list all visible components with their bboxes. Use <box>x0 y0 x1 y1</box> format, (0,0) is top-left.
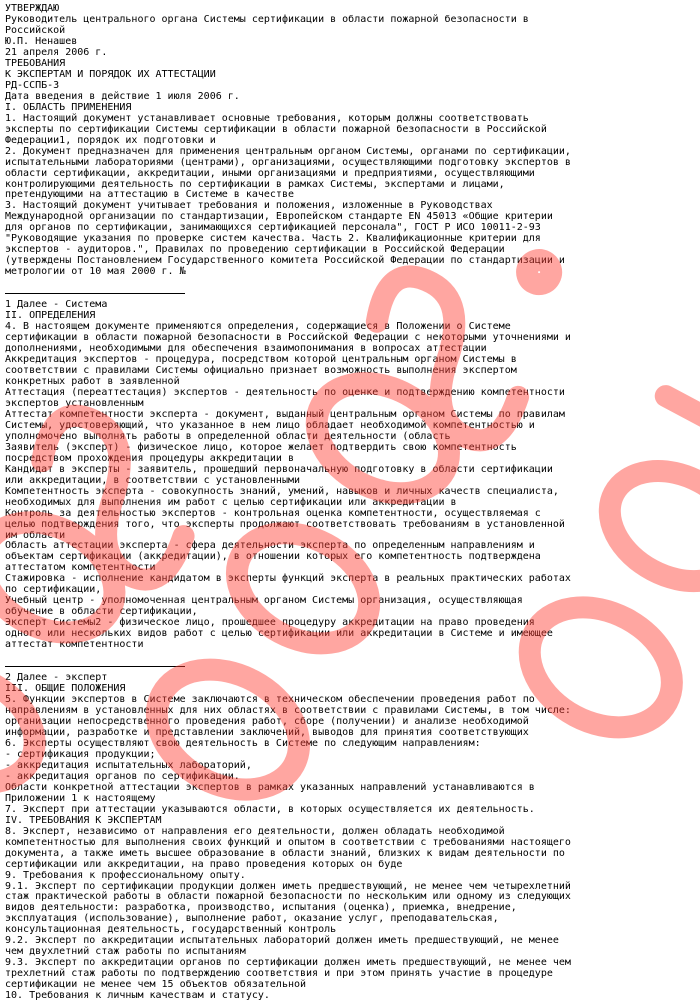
document-line: 10. Требования к личным качествам и статусу. <box>5 990 270 1001</box>
document-line: экспертов установленным <box>5 397 144 409</box>
document-line: одного или нескольких видов работ с целью сертификации или аккредитации в Системе и имеющее <box>5 628 553 640</box>
document-line: эксперты по сертификации Системы сертификации в области пожарной безопасности в Российской <box>5 123 547 135</box>
document-line: им области <box>5 529 66 541</box>
document-line: - аккредитация органов по сертификации. <box>5 770 240 782</box>
document-line: испытательными лабораториями (центрами), организациями, осуществляющими подготовку экспертов в <box>5 156 571 168</box>
document-line: Приложении 1 к настоящему <box>5 792 156 804</box>
document-line: 9. Требования к профессиональному опыту. <box>5 869 246 881</box>
document-line: Ю.П. Ненашев <box>5 35 78 47</box>
document-line: I. ОБЛАСТЬ ПРИМЕНЕНИЯ <box>5 101 132 113</box>
document-line: обучение в области сертификации, <box>5 606 198 618</box>
document-line: уполномочено выполнять работы в определенной области деятельности (область <box>5 430 451 442</box>
document-body <box>5 3 695 1001</box>
document-line: трехлетний стаж работы по подтверждению соответствия и при этом принять участие в процедуре <box>5 968 553 980</box>
document-line: Заявитель (эксперт) - физическое лицо, которое желает подтвердить свою компетентность <box>5 441 517 453</box>
document-line: для органов по сертификации, занимающихся сертификацией персонала", ГОСТ Р ИСО 10011-2-93 <box>5 222 541 234</box>
document-line: Эксперт Системы2 - физическое лицо, прошедшее процедуру аккредитации на право проведения <box>5 617 535 629</box>
document-line: Стажировка - исполнение кандидатом в эксперты функций эксперта в реальных практических работах <box>5 573 571 585</box>
document-line: Аккредитация экспертов - процедура, посредством которой центральным органом Системы в <box>5 354 517 365</box>
document-line: К ЭКСПЕРТАМ И ПОРЯДОК ИХ АТТЕСТАЦИИ <box>5 68 216 80</box>
document-line: сертификации в области пожарной безопасности в Российской Федерации с некоторыми уточнениями и <box>5 332 571 344</box>
document-line: сертификации или аккредитации, на право проведения которых он буде <box>5 858 403 870</box>
document-line: необходимых для выполнения им работ с целью сертификации или аккредитации в <box>5 496 457 508</box>
document-line: Контроль за деятельностью экспертов - контрольная оценка компетентности, осуществляемая с <box>5 507 541 519</box>
document-line: "Руководящие указания по проверке систем качества. Часть 2. Квалификационные критерии для <box>5 233 541 245</box>
document-line: видов деятельности: разработка, производство, испытания (оценка), приемка, внедрение, <box>5 902 517 914</box>
document-line: экспертов - аудиторов.", Правилах по проведению сертификации в Российской Федерации <box>5 244 505 256</box>
document-line: объектам сертификации (аккредитации), в отношении которых его компетентность подтверждена <box>5 551 541 563</box>
document-line: организации непосредственного проведения работ, сборе (получении) и анализе необходимой <box>5 715 529 727</box>
document-line: III. ОБЩИЕ ПОЛОЖЕНИЯ <box>5 683 126 695</box>
document-line: контролирующими деятельность по сертификации в рамках Системы, экспертами и лицами, <box>5 178 505 190</box>
document-line: посредством прохождения процедуры аккредитации в <box>5 452 294 464</box>
document-line: Руководитель центрального органа Системы сертификации в области пожарной безопасности в <box>5 13 529 25</box>
document-line: Российской <box>5 24 66 36</box>
document-line: 6. Эксперты осуществляют свою деятельность в Системе по следующим направлениям: <box>5 737 481 749</box>
document-line: Аттестат компетентности эксперта - документ, выданный центральным органом Системы по правилам <box>5 408 565 420</box>
document-line: УТВЕРЖДАЮ <box>5 3 60 14</box>
document-line: аттестатом компетентности <box>5 562 156 574</box>
document-line: по сертификации, <box>5 584 102 596</box>
document-line: Федерации1, порядок их подготовки и <box>5 134 216 146</box>
document-line: претендующими на аттестацию в Системе в качестве <box>5 189 294 201</box>
document-line: документа, а также иметь высшее образование в области знаний, близких к видам деятельности по <box>5 847 565 859</box>
document-line: ТРЕБОВАНИЯ <box>5 57 66 69</box>
document-line: аттестат компетентности <box>5 639 144 651</box>
document-line: 2. Документ предназначен для применения центральным органом Системы, органами по сертификации, <box>5 145 571 157</box>
document-line: 3. Настоящий документ учитывает требования и положения, изложенные в Руководствах <box>5 200 493 212</box>
document-line: чем двухлетний стаж работы по испытаниям <box>5 946 246 958</box>
document-line: 21 апреля 2006 г. <box>5 46 108 58</box>
footnote-separator <box>5 288 695 299</box>
document-line: Системы, удостоверяющий, что указанное в нем лицо обладает необходимой компетентностью и <box>5 419 535 431</box>
document-line: целью подтверждения того, что эксперты продолжают соответствовать требованиям в установленной <box>5 518 565 530</box>
document-line: 5. Функции экспертов в Системе заключаются в техническом обеспечении проведения работ по <box>5 694 535 706</box>
document-line: 2 Далее - эксперт <box>5 672 108 684</box>
document-line: II. ОПРЕДЕЛЕНИЯ <box>5 310 96 322</box>
document-line: Область аттестации эксперта - сфера деятельности эксперта по определенным направлениям и <box>5 540 535 552</box>
document-line: 9.3. Эксперт по аккредитации органов по сертификации должен иметь предшествующий, не менее чем <box>5 957 571 969</box>
document-line: 1 Далее - Система <box>5 299 108 311</box>
document-line: дополнениями, необходимыми для обеспечения взаимопонимания в вопросах аттестации <box>5 343 487 355</box>
document-line: Аттестация (переаттестация) экспертов - деятельность по оценке и подтверждению компетентности <box>5 386 565 398</box>
document-line: РД-ССПБ-3 <box>5 79 60 91</box>
document-line: метрологии от 10 мая 2000 г. № <box>5 266 186 278</box>
document-line: 9.1. Эксперт по сертификации продукции должен иметь предшествующий, не менее чем четырехлетний <box>5 880 571 892</box>
document-line: 1. Настоящий документ устанавливает основные требования, которым должны соответствовать <box>5 112 529 124</box>
document-line: Учебный центр - уполномоченная центральным органом Системы организация, осуществляющая <box>5 595 523 607</box>
document-line: 4. В настоящем документе применяются определения, содержащиеся в Положении о Системе <box>5 321 511 333</box>
document-line: 8. Эксперт, независимо от направления его деятельности, должен обладать необходимой <box>5 825 505 837</box>
document-line: консультационная деятельность, государственный контроль <box>5 924 337 936</box>
document-line: или аккредитации, в соответствии с установленными <box>5 474 301 486</box>
footnote-separator <box>5 661 695 672</box>
document-line: Кандидат в эксперты - заявитель, прошедший первоначальную подготовку в области сертификации <box>5 463 553 475</box>
document-line: направлениям в установленных для них областях в соответствии с правилами Системы, в том числе: <box>5 705 571 716</box>
document-line: информации, разработке и представлении заключений, выводов для принятия соответствующих <box>5 726 529 738</box>
document-line: IV. ТРЕБОВАНИЯ К ЭКСПЕРТАМ <box>5 814 162 826</box>
document-line: - аккредитация испытательных лабораторий, <box>5 759 252 771</box>
document-line: Дата введения в действие 1 июля 2006 г. <box>5 90 240 102</box>
document-line <box>5 650 695 661</box>
document-line: области сертификации, аккредитации, иными организациями и предприятиями, осуществляющими <box>5 167 535 179</box>
document-line: (утверждены Постановлением Государственного комитета Российской Федерации по стандартизации и <box>5 255 565 267</box>
document-line: стаж практической работы в области пожарной безопасности по нескольким или одному из следующих <box>5 891 571 903</box>
document-line: сертификации не менее чем 15 объектов обязательной <box>5 979 307 991</box>
document-line: Области конкретной аттестации экспертов в рамках указанных направлений устанавливаются в <box>5 781 535 793</box>
document-line: Компетентность эксперта - совокупность знаний, умений, навыков и личных качеств специалиста, <box>5 485 559 497</box>
document-line: конкретных работ в заявленной <box>5 375 180 387</box>
document-line: 9.2. Эксперт по аккредитации испытательных лабораторий должен иметь предшествующий, не менее <box>5 935 559 947</box>
document-line: Международной организации по стандартизации, Европейском стандарте EN 45013 «Общие критерии <box>5 211 553 223</box>
document-line <box>5 277 695 288</box>
document-line: эксплуатация (использование), выполнение работ, оказание услуг, преподавательская, <box>5 913 499 925</box>
document-line: - сертификация продукции; <box>5 748 156 760</box>
document-line: компетентностью для выполнения своих функций и опытом в соответствии с требованиями настоящего <box>5 836 571 848</box>
document-line: 7. Эксперт при аттестации указываются области, в которых осуществляется их деятельность. <box>5 803 535 815</box>
document-line: соответствии с правилами Системы официально признает возможность выполнения экспертом <box>5 364 517 376</box>
